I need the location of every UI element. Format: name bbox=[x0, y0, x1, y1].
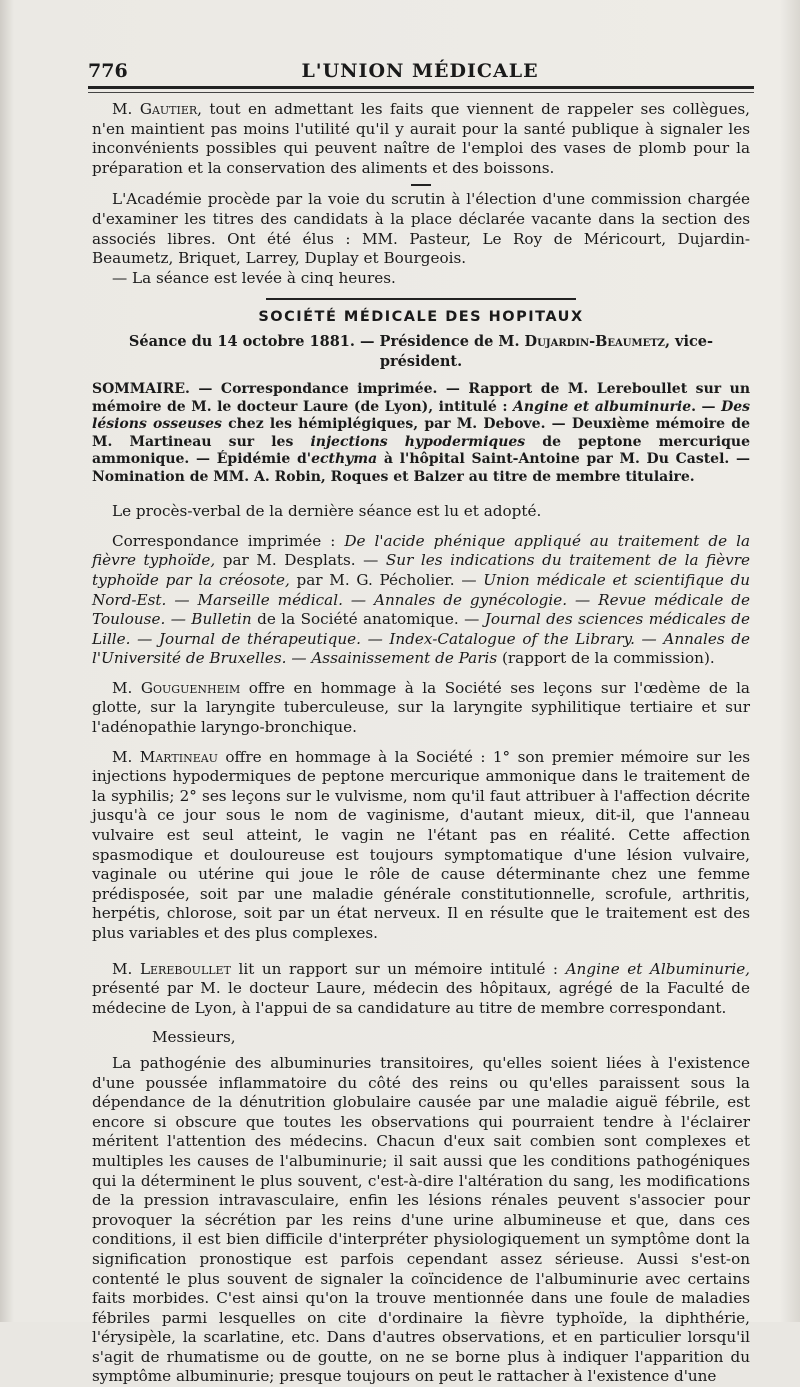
corr-italic: De l'acide phénique appliqué au traitement de la fièvre typhoïde, bbox=[92, 531, 750, 570]
paragraph-gautier bbox=[92, 100, 750, 178]
separator-dash bbox=[411, 184, 431, 186]
paragraph-martineau bbox=[92, 748, 750, 944]
journal-title: L'UNION MÉDICALE bbox=[301, 60, 539, 82]
seance-line bbox=[92, 332, 750, 371]
speaker-name: M. Lereboullet bbox=[112, 959, 231, 978]
corr-text: par M. G. Pécholier. — bbox=[289, 570, 484, 589]
paragraph-correspondance bbox=[92, 532, 750, 669]
paragraph-text: offre en hommage à la Société ses leçons sur l'œdème de la glotte, sur la laryngite tuberculeuse, sur la laryngite syphilitique tertiaire et sur l'adénopathie laryngo-bronchique. bbox=[92, 678, 750, 737]
speaker-name: M. Gouguenheim bbox=[112, 678, 241, 697]
corr-text: de la Société anatomique. — bbox=[251, 610, 485, 629]
sommaire-italic: injections hypodermiques bbox=[310, 433, 526, 450]
header-rule bbox=[88, 86, 754, 89]
corr-text: Correspondance imprimée : bbox=[112, 531, 345, 550]
paragraph-academie: L'Académie procède par la voie du scrutin à l'élection d'une commission chargée d'examiner les titres des candidats à la place déclarée vacante dans la section des associés libres. Ont été élus : MM. Pasteur, Le Roy de Méricourt, Dujardin-Beaumetz, Briquet, Larrey, Duplay et Bourgeois. bbox=[92, 190, 750, 268]
corr-italic: Sur les indications du traitement de la fièvre typhoïde par la créosote, bbox=[92, 551, 751, 589]
corr-italic: Union médicale et scientifique du Nord-Est. — Marseille médical. — Annales de gynécologie. — Revue médicale de Toulouse. — Bulletin bbox=[92, 570, 750, 629]
sommaire-text: de peptone mercurique ammonique. — Épidémie d' bbox=[92, 433, 750, 468]
seance-text: Séance du 14 octobre 1881. — Présidence de M. bbox=[128, 332, 525, 350]
sommaire-italic: Des lésions osseuses bbox=[92, 398, 750, 433]
sommaire-text: chez les hémiplégiques, par M. Debove. — Deuxième mémoire de M. Martineau sur les bbox=[92, 416, 750, 450]
section-divider bbox=[266, 298, 576, 300]
sommaire-text: SOMMAIRE. — Correspondance imprimée. — Rapport de M. Lereboullet sur un mémoire de M. le docteur Laure (de Lyon), intitulé : bbox=[92, 381, 750, 415]
sommaire-italic: ecthyma bbox=[311, 451, 378, 468]
article-body bbox=[92, 100, 750, 1387]
page-header bbox=[88, 52, 752, 82]
paragraph-pathogenie: La pathogénie des albuminuries transitoires, qu'elles soient liées à l'existence d'une poussée inflammatoire du côté des reins ou qu'elles paraissent sous la dépendance de la dénutrition globulaire causée par une maladie aiguë fébrile, est encore si obscure que toutes les observations qui pourraient tendre à l'éclairer méritent l'attention des médecins. Chacun d'eux sait combien sont complexes et multiples les causes de l'albuminurie; il sait aussi que les conditions pathogéniques qui la déterminent le plus souvent, c'est-à-dire l'altération du sang, les modifications de la pression intravasculaire, enfin les lésions rénales peuvent s'associer pour provoquer la sécrétion par les reins d'une urine albumineuse et que, dans ces conditions, il est bien difficile d'interpréter physiologiquement un symptôme dont la signification pronostique est parfois cependant assez sérieuse. Aussi s'est-on contenté le plus souvent de signaler la coïncidence de l'albuminurie avec certains faits morbides. C'est ainsi qu'on la trouve mentionnée dans une foule de maladies fébriles parmi lesquelles on cite d'ordinaire la fièvre typhoïde, la diphthérie, l'érysipèle, la scarlatine, etc. Dans d'autres observations, et en particulier lorsqu'il s'agit de rhumatisme ou de goutte, on ne se borne plus à indiquer l'apparition du symptôme albuminurie; presque toujours on peut le rattacher à l'existence d'une bbox=[92, 1053, 750, 1386]
speaker-name: M. Gautier, bbox=[112, 100, 202, 118]
paragraph-text: présenté par M. le docteur Laure, médecin des hôpitaux, agrégé de la Faculté de médecine de Lyon, à l'appui de sa candidature au titre de membre correspondant. bbox=[92, 979, 750, 1017]
section-title: SOCIÉTÉ MÉDICALE DES HOPITAUX bbox=[258, 309, 584, 326]
seance-text-end: , vice-président. bbox=[379, 332, 714, 370]
sommaire-text: à l'hôpital Saint-Antoine par M. Du Castel. — Nomination de MM. A. Robin, Roques et Balzer au titre de membre titulaire. bbox=[92, 451, 750, 485]
paragraph-text: offre en hommage à la Société : 1° son premier mémoire sur les injections hypodermiques de peptone mercurique ammonique dans le traitement de la syphilis; 2° ses leçons sur le vulvisme, nom qu'il faut attribuer à l'affection décrite jusqu'à ce jour sous le nom de vaginisme, d'autant mieux, dit-il, que l'anneau vulvaire est seul atteint, le vagin ne l'étant pas en réalité. Cette affection spasmodique et douloureuse est toujours symptomatique d'une lésion vulvaire, vaginale ou utérine qui joue le rôle de cause déterminante chez une femme prédisposée, soit par une maladie générale constitutionnelle, scrofule, arthritis, herpétis, chlorose, soit par un état nerveux. Il en résulte que le traitement est des plus variables et des plus complexes. bbox=[92, 747, 751, 942]
closing-line: — La séance est levée à cinq heures. bbox=[112, 268, 396, 287]
corr-italic: Journal des sciences médicales de Lille. — Journal de thérapeutique. — Index-Catalogue of the Library. — Annales de l'Université de Bruxelles. — Assainissement de Paris bbox=[92, 610, 751, 668]
paragraph-text: tout en admettant les faits que viennent de rappeler ses collègues, n'en maintient pas moins l'utilité qu'il y aurait pour la santé publique à signaler les inconvénients possibles qui peuvent naître de l'emploi des vases de plomb pour la préparation et la conservation des aliments et des boissons. bbox=[92, 100, 751, 177]
sommaire bbox=[92, 381, 750, 486]
memoir-title: Angine et Albuminurie, bbox=[565, 959, 751, 978]
corr-text: (rapport de la commission). bbox=[497, 649, 715, 668]
header-rule-thin bbox=[88, 92, 754, 93]
president-name: Dujardin-Beaumetz bbox=[524, 332, 665, 350]
paragraph-gouguenheim bbox=[92, 679, 750, 738]
paragraph-text: lit un rapport sur un mémoire intitulé : bbox=[230, 959, 566, 978]
page-number: 776 bbox=[88, 60, 128, 82]
paragraph-lereboullet bbox=[92, 960, 750, 1019]
sommaire-italic: Angine et albuminurie bbox=[513, 398, 692, 415]
salutation: Messieurs, bbox=[152, 1028, 236, 1047]
corr-text: par M. Desplats. — bbox=[215, 551, 386, 570]
paragraph-proces-verbal: Le procès-verbal de la dernière séance est lu et adopté. bbox=[112, 502, 542, 521]
sommaire-text: . — bbox=[691, 398, 722, 415]
speaker-name: M. Martineau bbox=[112, 747, 218, 766]
